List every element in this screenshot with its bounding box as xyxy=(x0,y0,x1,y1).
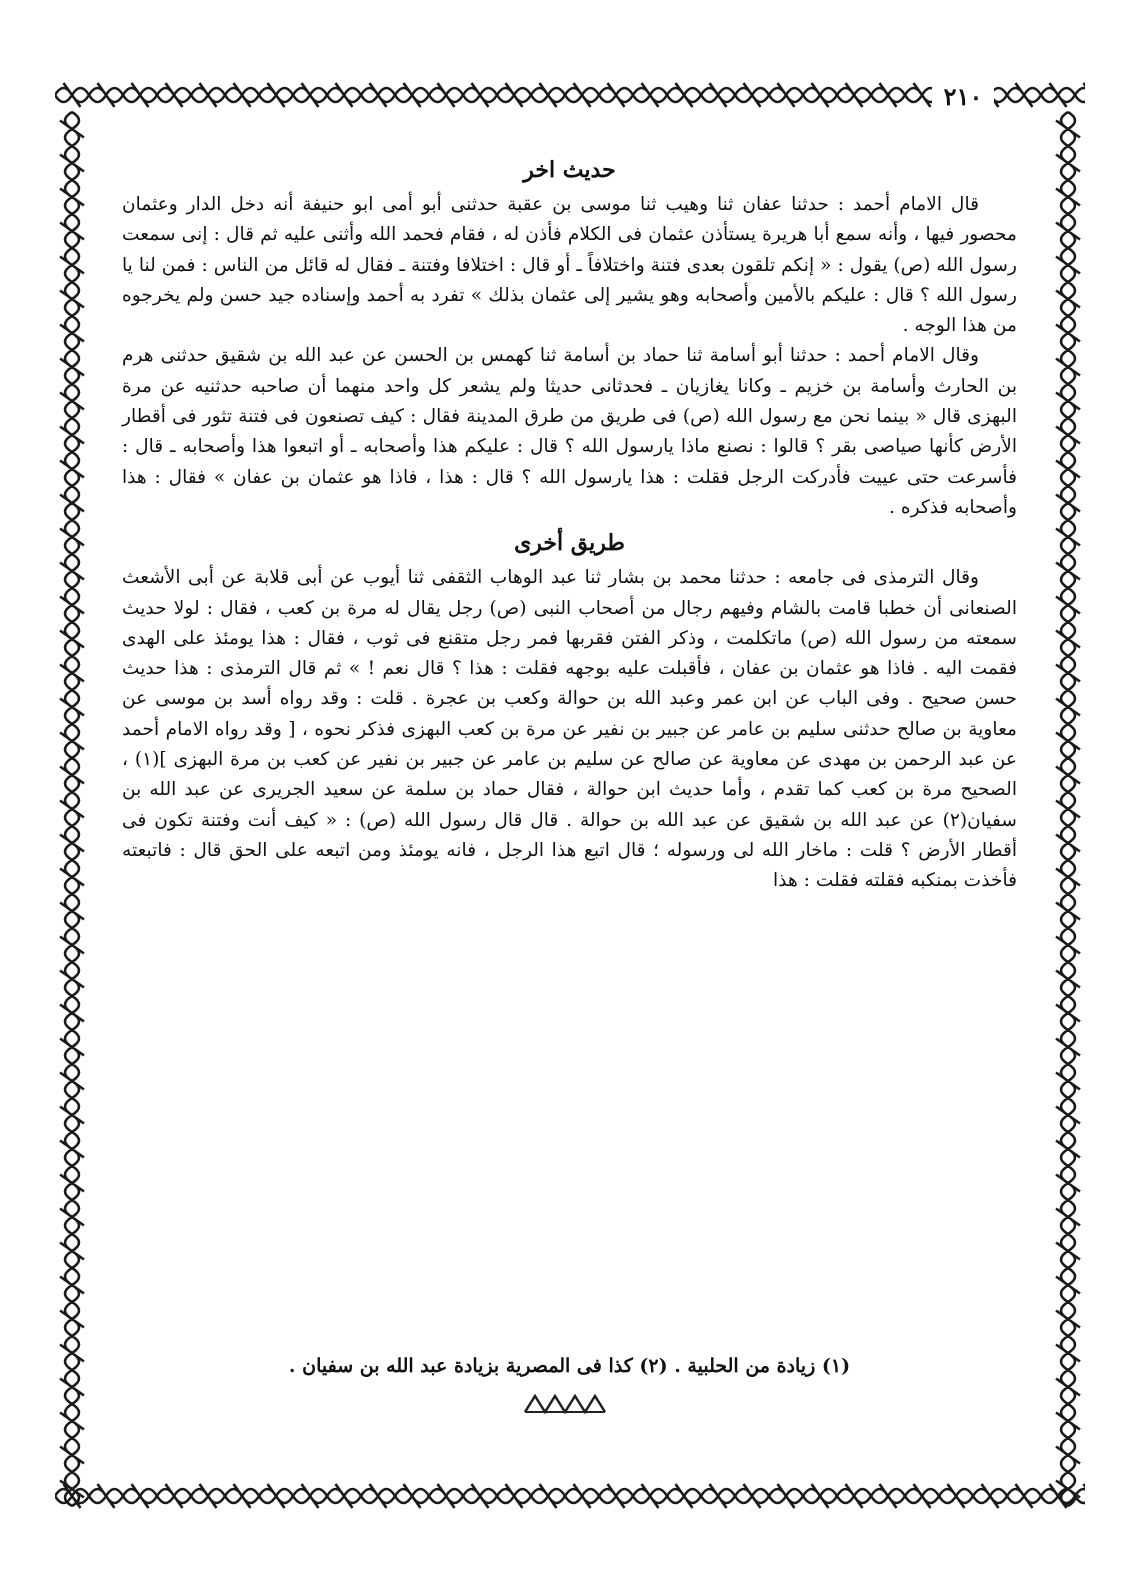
end-ornament xyxy=(520,1392,610,1416)
section-hadith-akhar xyxy=(122,150,1017,523)
section-tariq-ukhra xyxy=(122,523,1017,896)
page-number: ٢١٠ xyxy=(932,82,994,112)
section-heading: حديث اخر xyxy=(523,157,616,183)
footnotes: (١) زيادة من الحلبية . (٢) كذا فى المصرية بزيادة عبد الله بن سفيان . xyxy=(288,1355,851,1377)
paragraph: وقال الامام أحمد : حدثنا أبو أسامة ثنا حماد بن أسامة ثنا كهمس بن الحسن عن عبد الله بن شقيق حدثنى هرم بن الحارث وأسامة بن خزيم ـ وكانا يغازيان ـ فحدثانى حديثا ولم يشعر كل واحد منهما أن صاحبه حدثنيه عن مرة البهزى قال « بينما نحن مع رسول الله (ص) فى طريق من طرق المدينة فقال : كيف تصنعون فى فتنة تثور فى أقطار الأرض كأنها صياصى بقر ؟ قالوا : نصنع ماذا يارسول الله ؟ قال : عليكم هذا وأصحابه ـ أو اتبعوا هذا وأصحابه ـ قال : فأسرعت حتى عييت فأدركت الرجل فقلت : هذا يارسول الله ؟ قال : هذا ، فاذا هو عثمان بن عفان » فقال : هذا وأصحابه فذكره . xyxy=(122,345,1017,518)
paragraph: وقال الترمذى فى جامعه : حدثنا محمد بن بشار ثنا عبد الوهاب الثقفى ثنا أيوب عن أبى قلابة عن أبى الأشعث الصنعانى أن خطبا قامت بالشام وفيهم رجال من أصحاب النبى (ص) رجل يقال له مرة بن كعب ، فقال : لولا حديث سمعته من رسول الله (ص) ماتكلمت ، وذكر الفتن فقربها فمر رجل متقنع فى ثوب ، فقال : هذا يومئذ على الهدى فقمت اليه . فاذا هو عثمان بن عفان ، فأقبلت عليه بوجهه فقلت : هذا ؟ قال نعم ! » ثم قال الترمذى : هذا حديث حسن صحيح . وفى الباب عن ابن عمر وعبد الله بن حوالة وكعب بن عجرة . قلت : وقد رواه أسد بن موسى عن معاوية بن صالح حدثنى سليم بن عامر عن جبير بن نفير عن مرة بن كعب البهزى فذكر نحوه ، [ وقد رواه الامام أحمد عن عبد الرحمن بن مهدى عن معاوية عن صالح عن سليم بن عامر عن جبير بن نفير عن كعب بن مرة البهزى ](١) ، الصحيح مرة بن كعب كما تقدم ، وأما حديث ابن حوالة ، فقال حماد بن سلمة عن سعيد الجريرى عن عبد الله بن سفيان(٢) عن عبد الله بن شقيق عن عبد الله بن حوالة . قال قال رسول الله (ص) : « كيف أنت وفتنة تكون فى أقطار الأرض ؟ قلت : ماخار الله لى ورسوله ؛ قال اتبع هذا الرجل ، فانه يومئذ ومن اتبعه على الحق قال : فاتبعته فأخذت بمنكبه فقلته فقلت : هذا xyxy=(122,567,1017,892)
main-text xyxy=(122,150,1017,897)
section-heading: طريق أخرى xyxy=(514,530,625,557)
paragraph: قال الامام أحمد : حدثنا عفان ثنا وهيب ثنا موسى بن عقبة حدثنى أبو أمى ابو حنيفة أنه دخل الدار وعثمان محصور فيها ، وأنه سمع أبا هريرة يستأذن عثمان فى الكلام فأذن له ، فقام فحمد الله وأثنى عليه ثم قال : إنى سمعت رسول الله (ص) يقول : « إنكم تلقون بعدى فتنة واختلافاً ـ أو قال : اختلافا وفتنة ـ فقال له قائل من الناس : فمن لنا يا رسول الله ؟ قال : عليكم بالأمين وأصحابه وهو يشير إلى عثمان بذلك » تفرد به أحمد وإسناده جيد حسن ولم يخرجوه من هذا الوجه . xyxy=(122,194,1017,337)
